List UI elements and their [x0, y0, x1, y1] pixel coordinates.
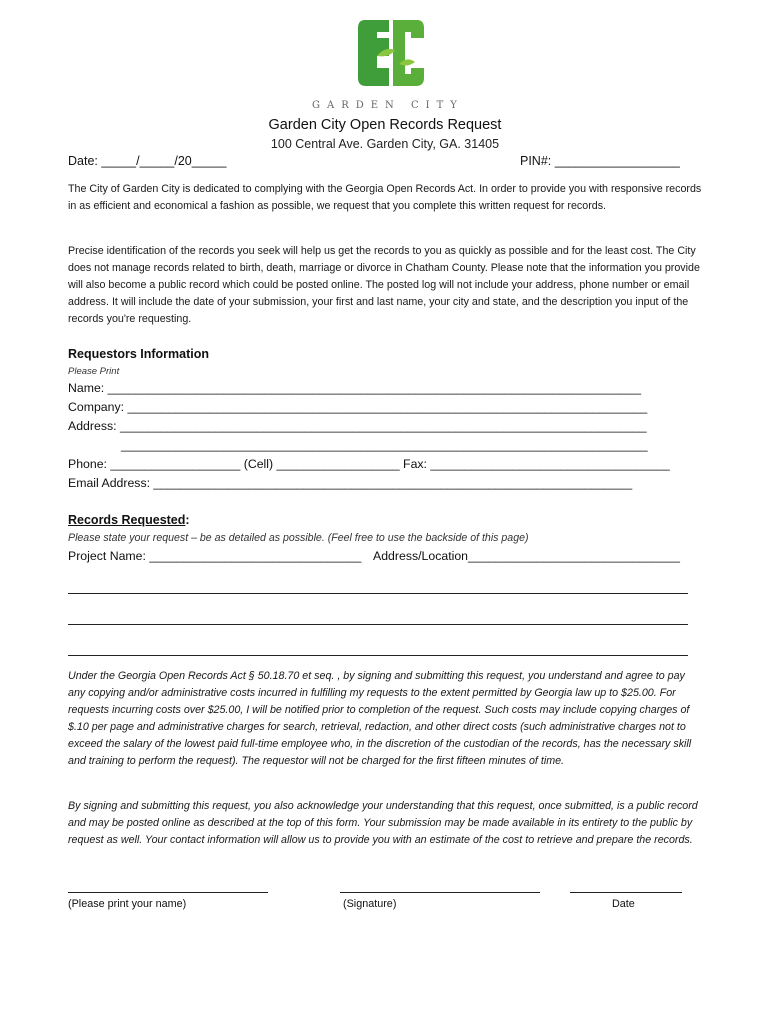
- legal-paragraph-2: By signing and submitting this request, you also acknowledge your understanding that this request, once submitted, is a public record and may be posted online as described at the top of this form. Your submission may be made available in its entirety to the public by request as well. Your contact information will allow us to provide you with an estimate of the cost to retrieve and prepare the records.: [68, 800, 698, 846]
- address-line-2-field[interactable]: _____________________________________________________________________________: [121, 438, 648, 452]
- requestors-heading: Requestors Information: [68, 347, 209, 361]
- address-location-field[interactable]: Address/Location_______________________________: [373, 549, 681, 563]
- legal-paragraph-1: Under the Georgia Open Records Act § 50.18.70 et seq. , by signing and submitting this request, you understand and agree to pay any copying and/or administrative costs incurred in fulfilling my requests to the extent permitted by Georgia law up to $25.00. For requests incurring costs over $25.00, I will be notified prior to completion of the request. Such costs may include copying charges of $.10 per page and administrative charges for search, retrieval, redaction, and other direct costs (such administrative charges not to exceed the salary of the lowest paid full-time employee who, in the discretion of the custodian of the records, has the necessary skill and training to perform the request). The requestor will not be charged for the first fifteen minutes of time.: [68, 670, 692, 767]
- date-line[interactable]: [570, 892, 682, 893]
- records-requested-label: Records Requested: [68, 513, 186, 527]
- company-field[interactable]: Company: ____________________________________________________________________________: [68, 400, 648, 414]
- email-field[interactable]: Email Address: ______________________________________________________________________: [68, 476, 633, 490]
- phone-field[interactable]: Phone: ___________________ (Cell) __________________ Fax: ___________________________________: [68, 457, 670, 471]
- address-field[interactable]: Address: _____________________________________________________________________________: [68, 419, 647, 433]
- request-line-1[interactable]: [68, 593, 688, 594]
- date-label: Date: [612, 898, 635, 910]
- city-address: 100 Central Ave. Garden City, GA. 31405: [270, 137, 500, 151]
- print-name-label: (Please print your name): [68, 898, 187, 910]
- name-field[interactable]: Name: ______________________________________________________________________________: [68, 381, 642, 395]
- please-print-note: Please Print: [68, 366, 120, 377]
- pin-field[interactable]: PIN#: __________________: [520, 154, 680, 168]
- signature-label: (Signature): [343, 898, 397, 910]
- records-request-note: Please state your request – be as detailed as possible. (Feel free to use the backside of this page): [68, 532, 529, 544]
- records-requested-heading: [68, 513, 190, 527]
- date-field[interactable]: Date: _____/_____/20_____: [68, 154, 227, 168]
- intro-paragraph-2: Precise identification of the records you seek will help us get the records to you as quickly as possible and for the least cost. The City does not manage records related to birth, death, marriage or divorce in Chatham County. Please note that the information you provide will also become a public record which could be posted online. The posted log will not include your address, phone number or email address. It will include the date of your submission, your first and last name, your city and state, and the description you input of the records you're requesting.: [68, 245, 700, 325]
- request-line-2[interactable]: [68, 624, 688, 625]
- records-requested-colon: :: [185, 513, 190, 527]
- form-title: Garden City Open Records Request: [268, 117, 502, 133]
- project-name-field[interactable]: Project Name: _______________________________: [68, 549, 362, 563]
- logo-wordmark: GARDEN CITY: [312, 100, 464, 111]
- intro-paragraph-1: The City of Garden City is dedicated to complying with the Georgia Open Records Act. In order to provide you with responsive records in as efficient and economical a fashion as possible, we request that you complete this written request for records.: [68, 183, 702, 212]
- garden-city-logo: [355, 16, 427, 90]
- request-line-3[interactable]: [68, 655, 688, 656]
- signature-line[interactable]: [340, 892, 540, 893]
- print-name-line[interactable]: [68, 892, 268, 893]
